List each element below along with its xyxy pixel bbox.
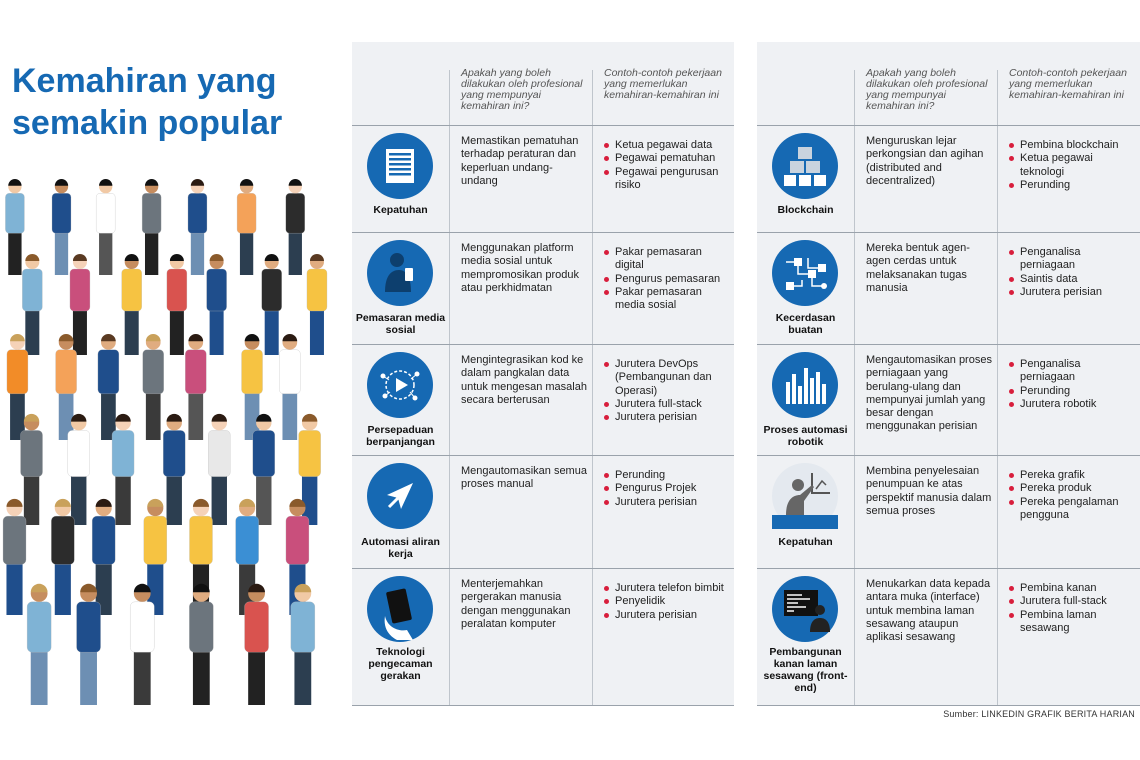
job-item: Saintis data bbox=[1007, 273, 1137, 286]
skill-description: Menguruskan lejar perkongsian dan agihan (distributed and decentralized) bbox=[866, 135, 984, 187]
cursor-arrow-icon bbox=[367, 463, 433, 529]
job-list bbox=[1007, 139, 1137, 192]
circuit-icon bbox=[772, 240, 838, 306]
person-figure bbox=[286, 179, 305, 275]
hand-phone-icon bbox=[367, 576, 433, 642]
person-figure bbox=[68, 414, 90, 525]
table-row bbox=[757, 455, 1140, 568]
person-figure bbox=[188, 179, 207, 275]
person-figure bbox=[21, 414, 43, 525]
blocks-icon bbox=[772, 133, 838, 199]
table-row bbox=[352, 232, 734, 344]
table-row bbox=[757, 125, 1140, 232]
person-figure bbox=[112, 414, 134, 525]
person-figure bbox=[27, 584, 51, 705]
person-figure bbox=[3, 499, 26, 615]
job-item: Pembina laman sesawang bbox=[1007, 609, 1137, 636]
job-item: Penganalisa perniagaan bbox=[1007, 358, 1137, 385]
person-figure bbox=[185, 334, 206, 440]
job-list bbox=[1007, 358, 1137, 411]
skill-description: Mengautomasikan semua proses manual bbox=[461, 465, 587, 491]
job-list bbox=[602, 582, 732, 622]
skill-description: Membina penyelesaian penumpuan ke atas perspektif manusia dalam semua proses bbox=[866, 465, 992, 517]
skill-label: Automasi aliran kerja bbox=[361, 536, 440, 560]
person-figure bbox=[307, 254, 327, 355]
job-item: Jurutera robotik bbox=[1007, 398, 1137, 411]
job-list bbox=[602, 358, 732, 424]
table-row bbox=[757, 344, 1140, 455]
job-item: Jurutera DevOps (Pembangunan dan Operasi) bbox=[602, 358, 732, 398]
table-header bbox=[352, 42, 734, 125]
job-item: Pengurus Projek bbox=[602, 482, 732, 495]
job-list bbox=[602, 469, 732, 509]
job-item: Jurutera full-stack bbox=[602, 398, 732, 411]
header-jobs: Contoh-contoh pekerjaan yang memerlukan kemahiran-kemahiran ini bbox=[604, 67, 722, 101]
job-item: Pakar pemasaran digital bbox=[602, 246, 732, 273]
job-item: Pembina kanan bbox=[1007, 582, 1137, 595]
skills-table-left bbox=[352, 42, 734, 706]
job-item: Jurutera perisian bbox=[602, 411, 732, 424]
document-icon bbox=[367, 133, 433, 199]
job-item: Pengurus pemasaran bbox=[602, 273, 732, 286]
header-desc: Apakah yang boleh dilakukan oleh profesional yang mempunyai kemahiran ini? bbox=[461, 67, 583, 112]
job-item: Penganalisa perniagaan bbox=[1007, 246, 1137, 273]
job-list bbox=[602, 246, 732, 312]
skill-description: Mereka bentuk agen-agen cerdas untuk melaksanakan tugas manusia bbox=[866, 242, 970, 294]
skill-label: Blockchain bbox=[777, 204, 834, 216]
job-item: Pegawai pengurusan risiko bbox=[602, 166, 732, 193]
person-figure bbox=[77, 584, 101, 705]
job-item: Pakar pemasaran media sosial bbox=[602, 286, 732, 313]
skill-description: Mengautomasikan proses perniagaan yang berulang-ulang dan mempunyai jumlah yang besar dengan menggunakan perisian bbox=[866, 354, 992, 433]
job-item: Perunding bbox=[1007, 385, 1137, 398]
skill-label: Kepatuhan bbox=[373, 204, 428, 216]
job-list bbox=[1007, 246, 1137, 299]
person-figure bbox=[245, 584, 269, 705]
job-item: Jurutera perisian bbox=[602, 496, 732, 509]
skill-description: Mengintegrasikan kod ke dalam pangkalan data untuk mengesan masalah secara berterusan bbox=[461, 354, 587, 406]
job-list bbox=[1007, 469, 1137, 522]
person-figure bbox=[22, 254, 42, 355]
skill-label: Teknologi pengecaman gerakan bbox=[368, 646, 433, 682]
table-row bbox=[757, 568, 1140, 705]
network-play-icon bbox=[367, 352, 433, 418]
job-item: Ketua pegawai teknologi bbox=[1007, 152, 1137, 179]
job-item: Ketua pegawai data bbox=[602, 139, 732, 152]
title-line-1: Kemahiran yang bbox=[12, 62, 277, 100]
job-item: Pembina blockchain bbox=[1007, 139, 1137, 152]
person-phone-icon bbox=[367, 240, 433, 306]
table-row bbox=[352, 455, 734, 568]
person-figure bbox=[291, 584, 315, 705]
person-figure bbox=[122, 254, 142, 355]
person-figure bbox=[143, 334, 164, 440]
person-figure bbox=[208, 414, 230, 525]
job-item: Pereka produk bbox=[1007, 482, 1137, 495]
skills-table-right bbox=[757, 42, 1140, 706]
skill-label: Pembangunan kanan laman sesawang (front-end) bbox=[763, 646, 848, 694]
skill-label: Persepaduan berpanjangan bbox=[366, 424, 435, 448]
job-item: Penyelidik bbox=[602, 595, 732, 608]
job-item: Pereka pengalaman pengguna bbox=[1007, 496, 1137, 523]
person-figure bbox=[96, 179, 115, 275]
monitor-code-icon bbox=[772, 576, 838, 642]
table-row bbox=[352, 344, 734, 455]
person-figure bbox=[51, 499, 74, 615]
person-figure bbox=[262, 254, 282, 355]
person-figure bbox=[189, 584, 213, 705]
job-item: Perunding bbox=[1007, 179, 1137, 192]
person-figure bbox=[237, 179, 256, 275]
person-figure bbox=[279, 334, 300, 440]
source-credit: Sumber: LINKEDIN GRAFIK BERITA HARIAN bbox=[943, 709, 1135, 719]
job-list bbox=[1007, 582, 1137, 635]
skill-description: Menukarkan data kepada antara muka (interface) untuk membina laman sesawang ataupun aplikasi sesawang bbox=[866, 578, 991, 644]
job-item: Jurutera full-stack bbox=[1007, 595, 1137, 608]
table-header bbox=[757, 42, 1140, 125]
bar-graph-icon bbox=[772, 352, 838, 418]
person-figure bbox=[253, 414, 275, 525]
skill-description: Menterjemahkan pergerakan manusia dengan menggunakan peralatan komputer bbox=[461, 578, 571, 630]
person-figure bbox=[5, 179, 24, 275]
table-row bbox=[757, 232, 1140, 344]
table-row bbox=[352, 125, 734, 232]
person-figure bbox=[163, 414, 185, 525]
header-jobs: Contoh-contoh pekerjaan yang memerlukan kemahiran-kemahiran ini bbox=[1009, 67, 1127, 101]
job-item: Jurutera perisian bbox=[1007, 286, 1137, 299]
person-figure bbox=[167, 254, 187, 355]
skill-label: Kepatuhan bbox=[778, 536, 833, 548]
header-desc: Apakah yang boleh dilakukan oleh profesional yang mempunyai kemahiran ini? bbox=[866, 67, 988, 112]
skill-description: Memastikan pematuhan terhadap peraturan dan keperluan undang-undang bbox=[461, 135, 579, 187]
skill-label: Kecerdasan buatan bbox=[775, 312, 836, 336]
job-item: Pegawai pematuhan bbox=[602, 152, 732, 165]
skill-label: Pemasaran media sosial bbox=[355, 312, 446, 336]
title-line-2: semakin popular bbox=[12, 104, 283, 142]
skill-description: Menggunakan platform media sosial untuk mempromosikan produk atau perkhidmatan bbox=[461, 242, 579, 294]
page-title bbox=[12, 60, 332, 144]
person-figure bbox=[130, 584, 154, 705]
job-item: Jurutera telefon bimbit bbox=[602, 582, 732, 595]
job-item: Pereka grafik bbox=[1007, 469, 1137, 482]
job-list bbox=[602, 139, 732, 192]
table-row bbox=[352, 568, 734, 705]
skill-label: Proses automasi robotik bbox=[763, 424, 848, 448]
job-item: Perunding bbox=[602, 469, 732, 482]
presenter-icon bbox=[772, 463, 838, 529]
job-item: Jurutera perisian bbox=[602, 609, 732, 622]
person-figure bbox=[207, 254, 227, 355]
person-figure bbox=[142, 179, 161, 275]
crowd-illustration bbox=[0, 160, 345, 705]
person-figure bbox=[52, 179, 71, 275]
